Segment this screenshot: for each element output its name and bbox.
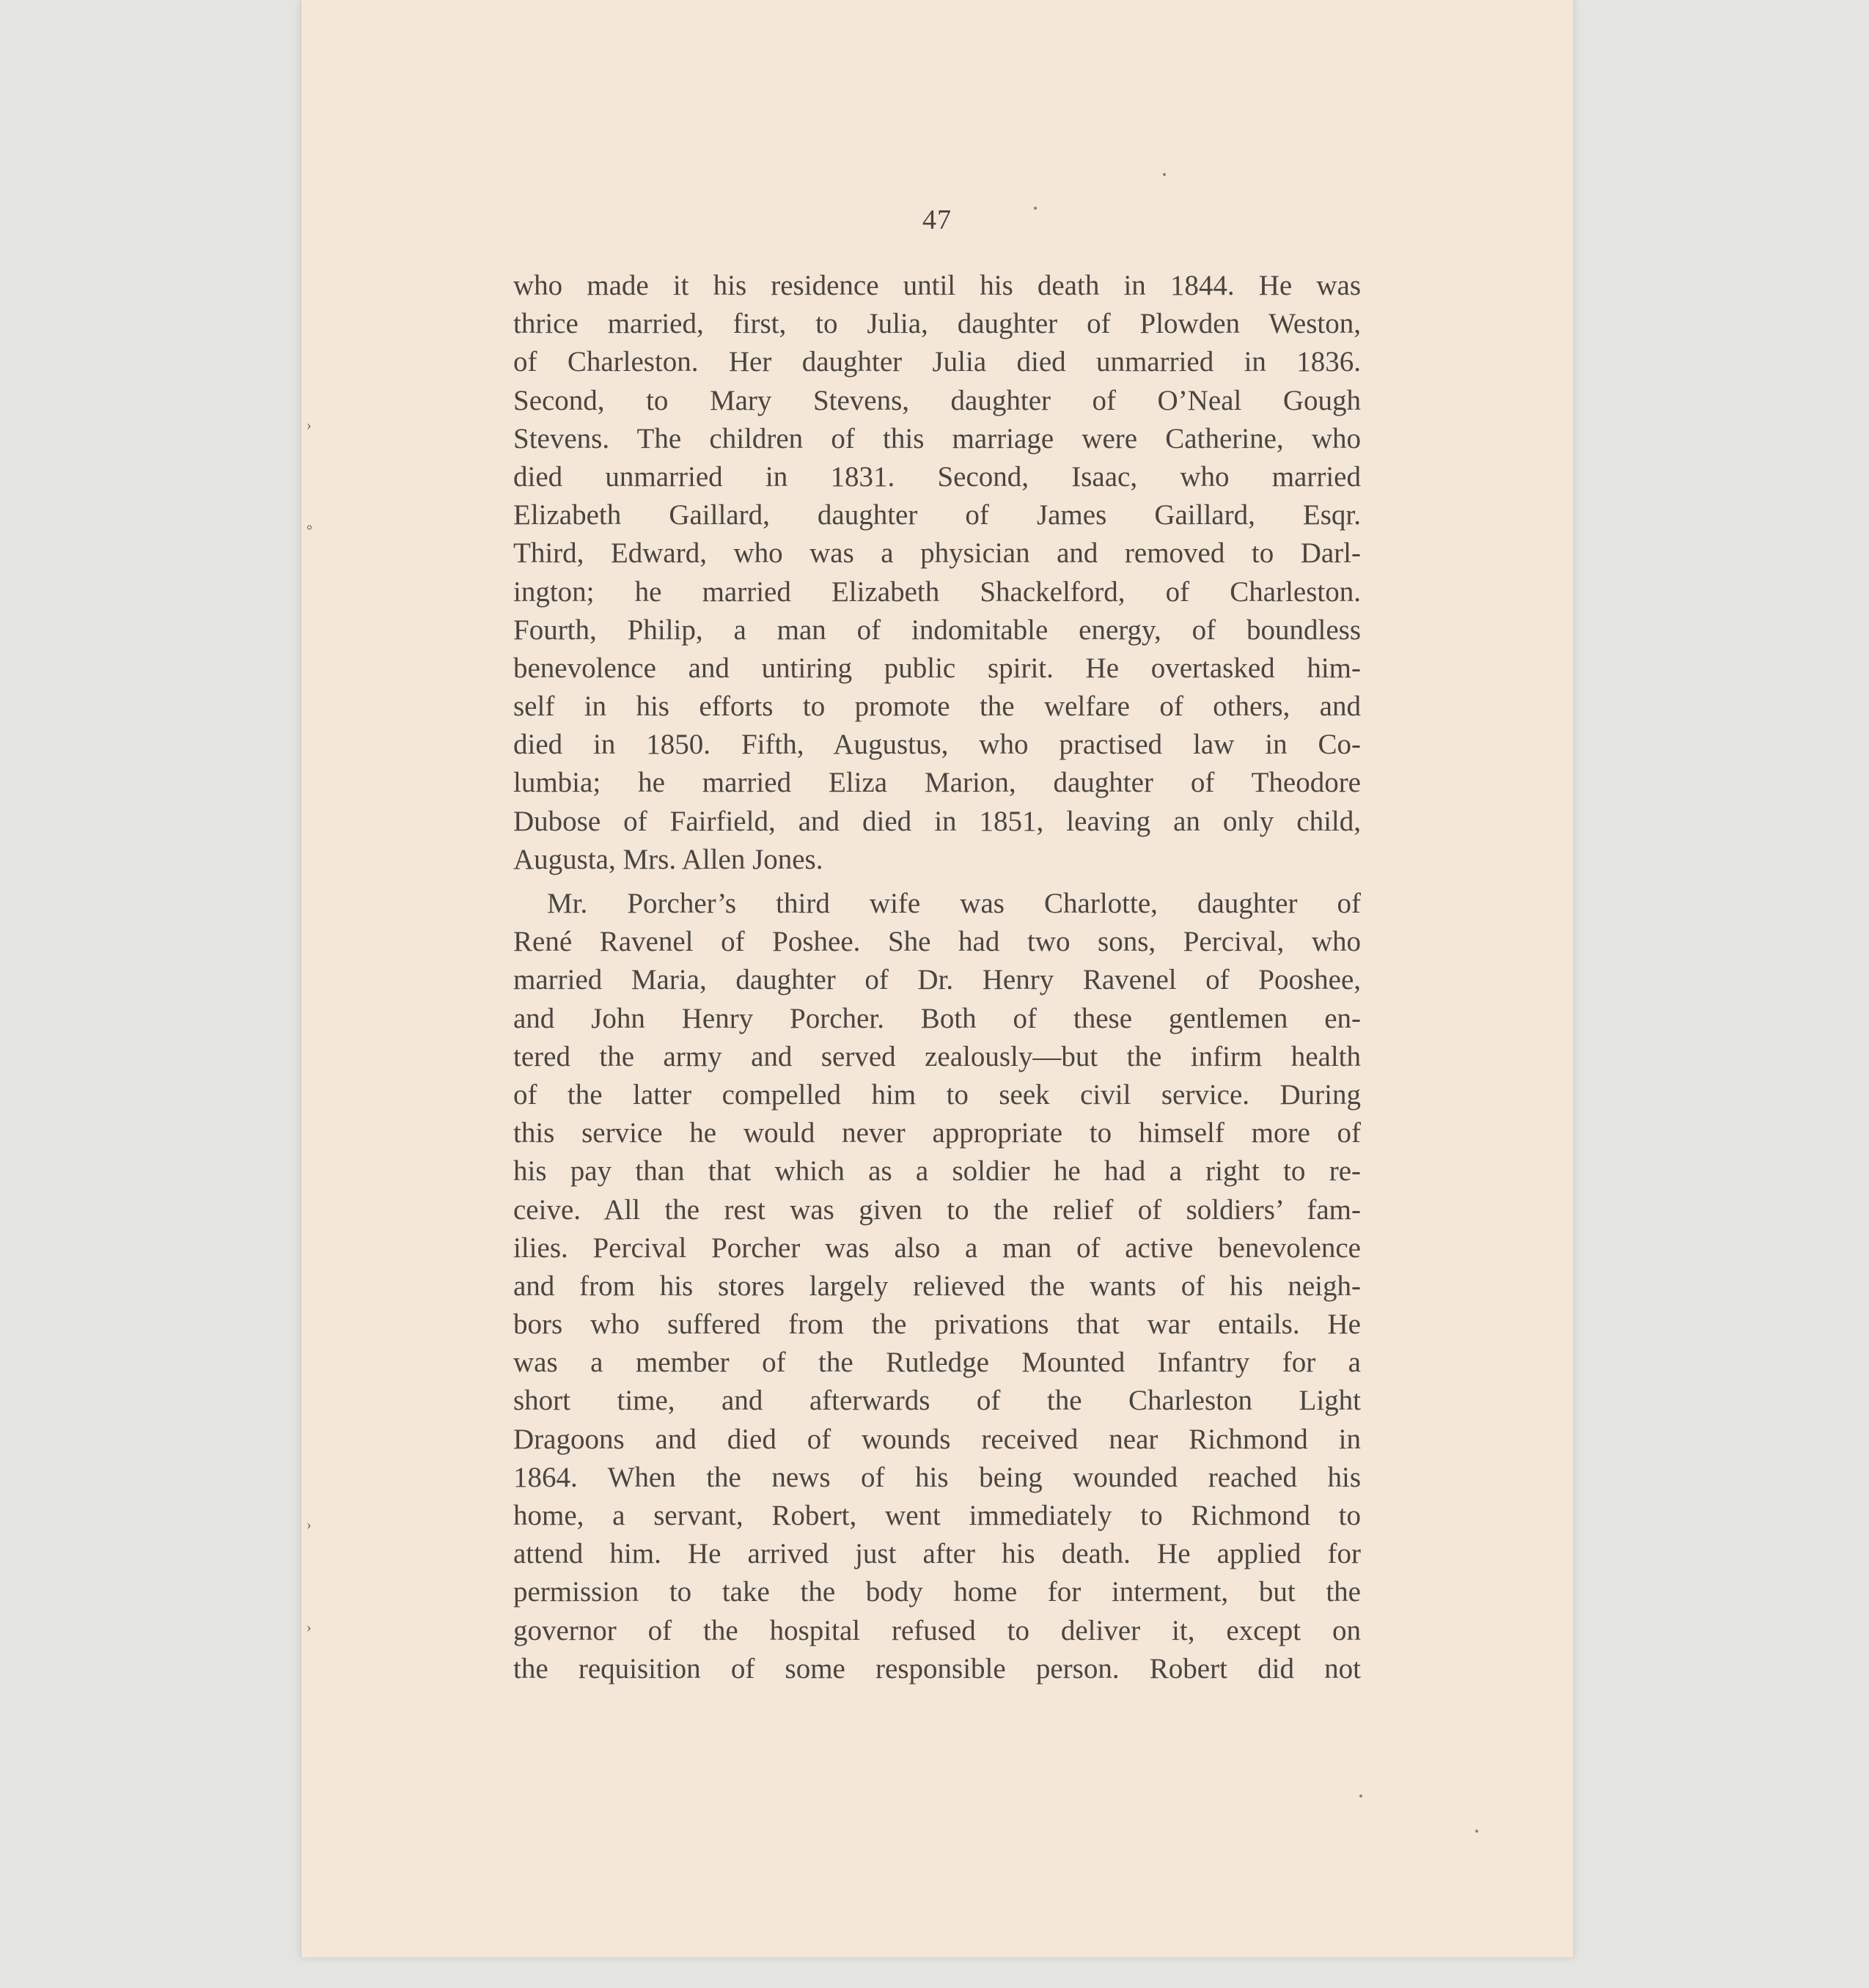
text-line: short time, and afterwards of the Charleston Light <box>513 1385 1361 1417</box>
paper-speck <box>1359 1794 1362 1797</box>
text-line: of Charleston. Her daughter Julia died unmarried in 1836. <box>513 346 1361 378</box>
paragraph-2 <box>513 885 1361 1688</box>
binding-mark: › <box>306 1517 312 1533</box>
text-line: tered the army and served zealously—but the infirm health <box>513 1040 1361 1072</box>
text-line: Dragoons and died of wounds received near Richmond in <box>513 1423 1361 1455</box>
text-line: and John Henry Porcher. Both of these gentlemen en- <box>513 1002 1361 1034</box>
text-line: Mr. Porcher’s third wife was Charlotte, daughter of <box>547 888 1361 919</box>
text-line: the requisition of some responsible person. Robert did not <box>513 1652 1361 1685</box>
text-line: Elizabeth Gaillard, daughter of James Gaillard, Esqr. <box>513 499 1361 531</box>
text-line: of the latter compelled him to seek civil service. During <box>513 1078 1361 1111</box>
text-line: René Ravenel of Poshee. She had two sons, Percival, who <box>513 926 1361 958</box>
text-line: thrice married, first, to Julia, daughter of Plowden Weston, <box>513 308 1361 340</box>
paragraph-gap <box>513 879 1361 885</box>
text-line: ilies. Percival Porcher was also a man of active benevolence <box>513 1232 1361 1264</box>
text-line: Third, Edward, who was a physician and removed to Darl- <box>513 537 1361 570</box>
text-line: governor of the hospital refused to deliver it, except on <box>513 1614 1361 1646</box>
text-line: ington; he married Elizabeth Shackelford, of Charleston. <box>513 575 1361 608</box>
text-line: permission to take the body home for interment, but the <box>513 1576 1361 1608</box>
text-line: lumbia; he married Eliza Marion, daughter of Theodore <box>513 767 1361 799</box>
text-line: self in his efforts to promote the welfare of others, and <box>513 691 1361 723</box>
binding-mark: ° <box>306 523 312 539</box>
binding-mark: › <box>306 1619 312 1635</box>
text-line: Stevens. The children of this marriage were Catherine, who <box>513 422 1361 454</box>
text-line: attend him. He arrived just after his death. He applied for <box>513 1538 1361 1570</box>
text-line: bors who suffered from the privations that war entails. He <box>513 1308 1361 1341</box>
text-line: home, a servant, Robert, went immediately to Richmond to <box>513 1500 1361 1531</box>
text-line: was a member of the Rutledge Mounted Infantry for a <box>513 1347 1361 1379</box>
text-line: Augusta, Mrs. Allen Jones. <box>513 843 823 875</box>
paper-speck <box>1034 207 1037 210</box>
text-line: benevolence and untiring public spirit. He overtasked him- <box>513 652 1361 684</box>
text-line: married Maria, daughter of Dr. Henry Ravenel of Pooshee, <box>513 964 1361 996</box>
text-line: who made it his residence until his death in 1844. He was <box>513 270 1361 301</box>
text-line: Dubose of Fairfield, and died in 1851, leaving an only child, <box>513 805 1361 837</box>
text-line: died unmarried in 1831. Second, Isaac, who married <box>513 460 1361 493</box>
text-line: this service he would never appropriate to himself more of <box>513 1117 1361 1149</box>
paper-speck <box>1163 173 1166 176</box>
text-line: Fourth, Philip, a man of indomitable energy, of boundless <box>513 614 1361 646</box>
paragraph-1 <box>513 267 1361 879</box>
text-line: ceive. All the rest was given to the relief of soldiers’ fam- <box>513 1193 1361 1226</box>
body-text <box>513 267 1361 1688</box>
book-page <box>301 0 1574 1957</box>
text-line: his pay than that which as a soldier he had a right to re- <box>513 1155 1361 1188</box>
text-line: and from his stores largely relieved the wants of his neigh- <box>513 1270 1361 1302</box>
page-number: 47 <box>922 205 952 235</box>
paper-speck <box>1475 1830 1478 1833</box>
binding-mark: › <box>306 417 312 433</box>
text-line: Second, to Mary Stevens, daughter of O’Neal Gough <box>513 384 1361 416</box>
text-line: died in 1850. Fifth, Augustus, who practised law in Co- <box>513 729 1361 761</box>
text-line: 1864. When the news of his being wounded reached his <box>513 1461 1361 1493</box>
